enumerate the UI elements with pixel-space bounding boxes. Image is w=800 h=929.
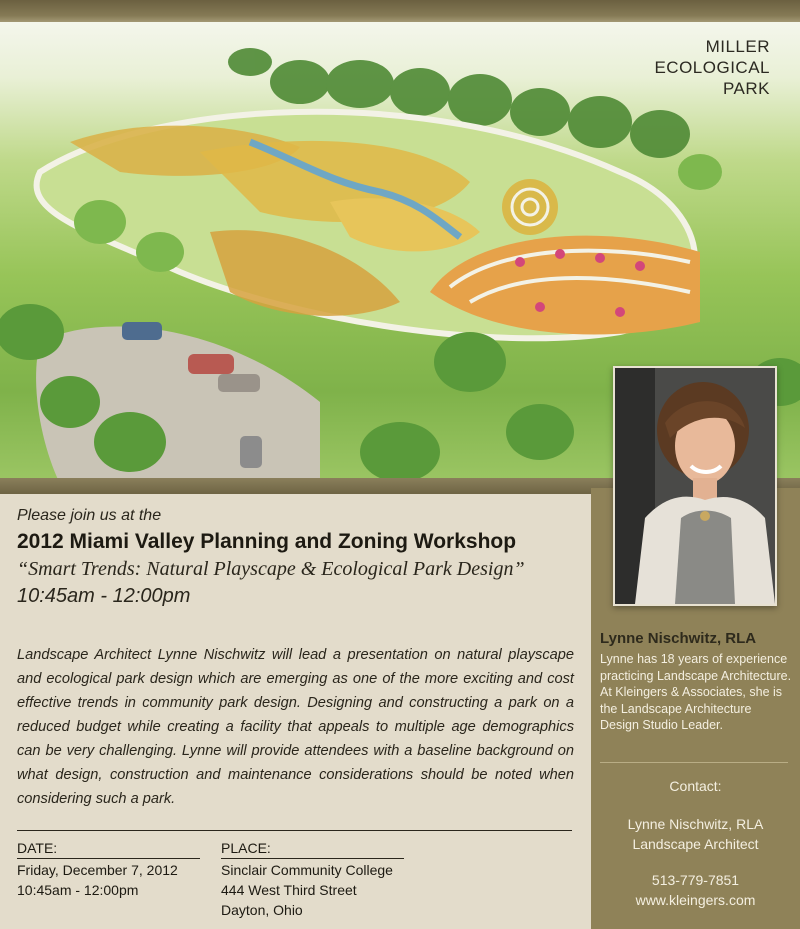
time-value: 10:45am - 12:00pm [17, 882, 139, 898]
park-title-line: MILLER [705, 37, 770, 56]
place-label: PLACE: [221, 840, 271, 856]
event-subtitle: “Smart Trends: Natural Playscape & Ecological Park Design” [17, 558, 525, 580]
sidebar-divider [600, 762, 788, 763]
speaker-photo [613, 366, 777, 606]
contact-role: Landscape Architect [632, 836, 759, 852]
details-divider [17, 830, 572, 831]
contact-label: Contact: [669, 778, 722, 794]
date-label: DATE: [17, 840, 58, 856]
intro-text: Please join us at the [17, 507, 162, 524]
event-description: Landscape Architect Lynne Nischwitz will lead a presentation on natural playscape and ecological park design which are emerging as one of the more exciting and cost effective trends in community park design. Designing and constructing a park on a reduced budget while creating a facility that appeals to multiple age demographics can be very challenging. Lynne will provide attendees with a baseline background on what design, construction and maintenance considerations should be noted when considering such a park. [17, 647, 574, 807]
park-title-line: PARK [722, 79, 770, 98]
place-underline [221, 858, 404, 859]
event-time: 10:45am - 12:00pm [17, 585, 191, 607]
contact-phone: 513-779-7851 [651, 872, 740, 888]
place-street: 444 West Third Street [221, 882, 357, 898]
date-underline [17, 858, 200, 859]
contact-website[interactable]: www.kleingers.com [635, 892, 756, 908]
place-city: Dayton, Ohio [221, 902, 303, 918]
place-venue: Sinclair Community College [221, 862, 393, 878]
date-value: Friday, December 7, 2012 [17, 862, 178, 878]
park-title-line: ECOLOGICAL [654, 58, 770, 77]
park-title [654, 36, 770, 99]
speaker-photo-art [615, 368, 775, 604]
contact-name: Lynne Nischwitz, RLA [627, 816, 764, 832]
event-headline: 2012 Miami Valley Planning and Zoning Workshop [17, 530, 517, 553]
speaker-bio: Lynne has 18 years of experience practicing Landscape Architecture. At Kleingers & Associates, she is the Landscape Architecture Design Studio Leader. [600, 652, 792, 732]
speaker-name: Lynne Nischwitz, RLA [600, 630, 757, 647]
